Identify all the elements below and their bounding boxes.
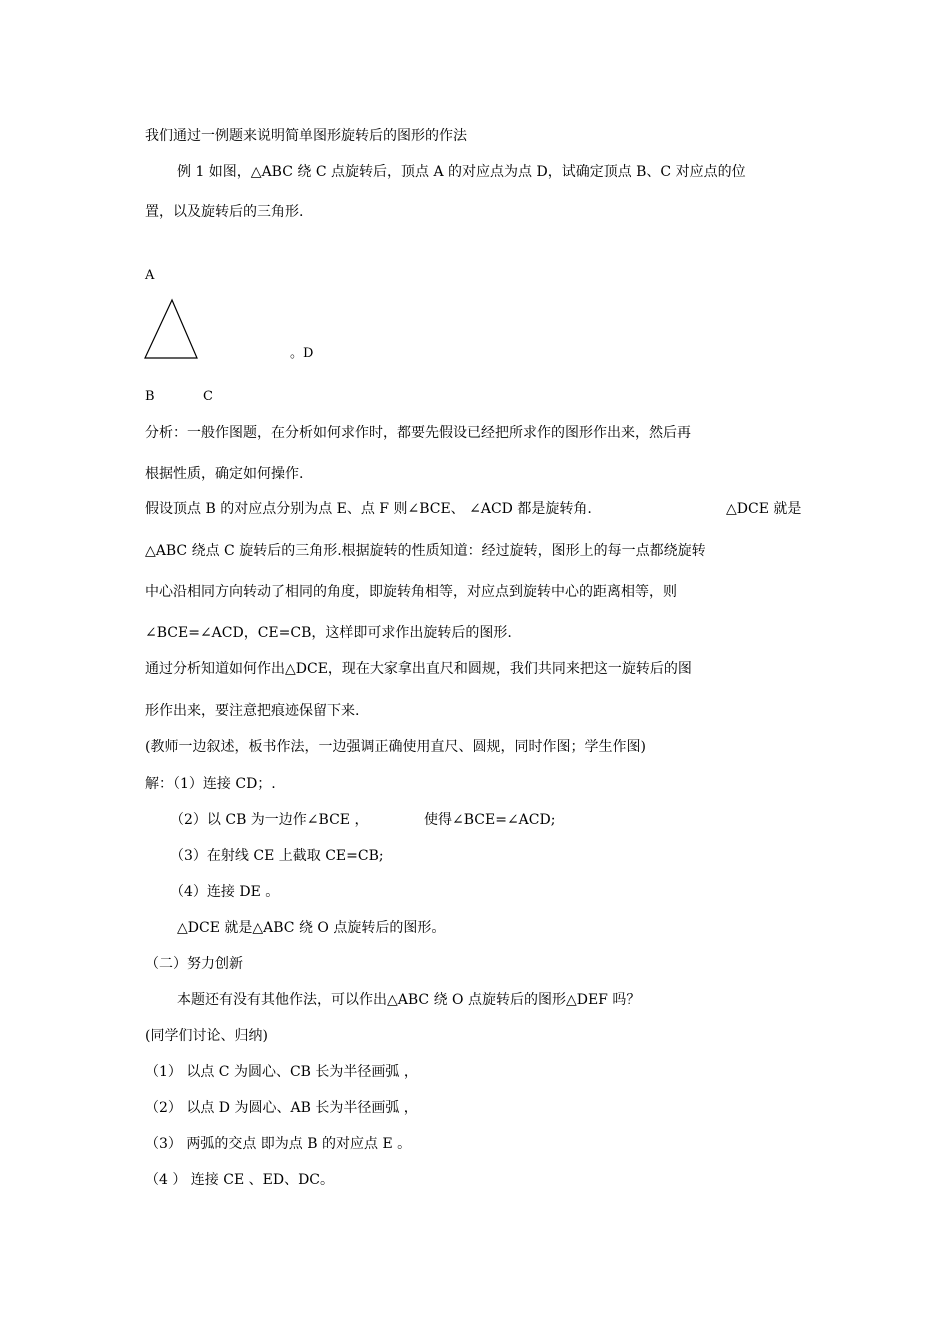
method-step-3: （3） 两弧的交点 即为点 B 的对应点 E 。 [145,1136,412,1152]
figure-label-a: A [145,268,155,283]
figure-label-b: B [145,389,155,404]
section-2-question: 本题还有没有其他作法，可以作出△ABC 绕 O 点旋转后的图形△DEF 吗？ [177,992,641,1008]
method-step-4: （4 ） 连接 CE 、ED、DC。 [145,1172,335,1188]
analysis-line-5: 中心沿相同方向转动了相同的角度，即旋转角相等，对应点到旋转中心的距离相等，则 [145,584,677,600]
analysis-line-9: (教师一边叙述，板书作法，一边强调正确使用直尺、圆规，同时作图；学生作图) [145,739,646,755]
analysis-line-6: ∠BCE=∠ACD，CE=CB，这样即可求作出旋转后的图形. [145,625,512,641]
method-step-2: （2） 以点 D 为圆心、AB 长为半径画弧 ， [145,1100,418,1116]
triangle-abc-figure [140,296,202,362]
method-step-1: （1） 以点 C 为圆心、CB 长为半径画弧 ， [145,1064,418,1080]
solution-step-2b: 使得∠BCE=∠ACD; [424,812,556,828]
solution-step-3: （3）在射线 CE 上截取 CE=CB; [170,848,384,864]
example-1-line-2: 置，以及旋转后的三角形. [145,204,304,220]
solution-step-2a: （2）以 CB 为一边作∠BCE ， [170,812,369,828]
figure-label-c: C [203,389,213,404]
solution-step-4: （4）连接 DE 。 [170,884,280,900]
triangle-abc [145,300,197,358]
solution-conclusion: △DCE 就是△ABC 绕 O 点旋转后的图形。 [177,920,446,936]
analysis-line-7: 通过分析知道如何作出△DCE，现在大家拿出直尺和圆规，我们共同来把这一旋转后的图 [145,661,692,677]
analysis-line-3b: △DCE 就是 [726,501,802,517]
analysis-line-1: 分析：一般作图题，在分析如何求作时，都要先假设已经把所求作的图形作出来，然后再 [145,425,691,441]
example-1-line-1: 例 1 如图，△ABC 绕 C 点旋转后，顶点 A 的对应点为点 D，试确定顶点 B、C 对应点的位 [177,164,746,180]
figure-label-d: 。D [290,346,314,361]
analysis-line-4: △ABC 绕点 C 旋转后的三角形.根据旋转的性质知道：经过旋转，图形上的每一点都绕旋转 [145,543,706,559]
section-2-note: (同学们讨论、归纳) [145,1028,268,1044]
intro-line: 我们通过一例题来说明简单图形旋转后的图形的作法 [145,128,467,144]
solution-step-1: 解：（1）连接 CD；. [145,776,276,792]
section-2-heading: （二）努力创新 [145,956,243,972]
analysis-line-3a: 假设顶点 B 的对应点分别为点 E、点 F 则∠BCE、 ∠ACD 都是旋转角. [145,501,592,517]
analysis-line-8: 形作出来，要注意把痕迹保留下来. [145,703,360,719]
analysis-line-2: 根据性质，确定如何操作. [145,466,304,482]
